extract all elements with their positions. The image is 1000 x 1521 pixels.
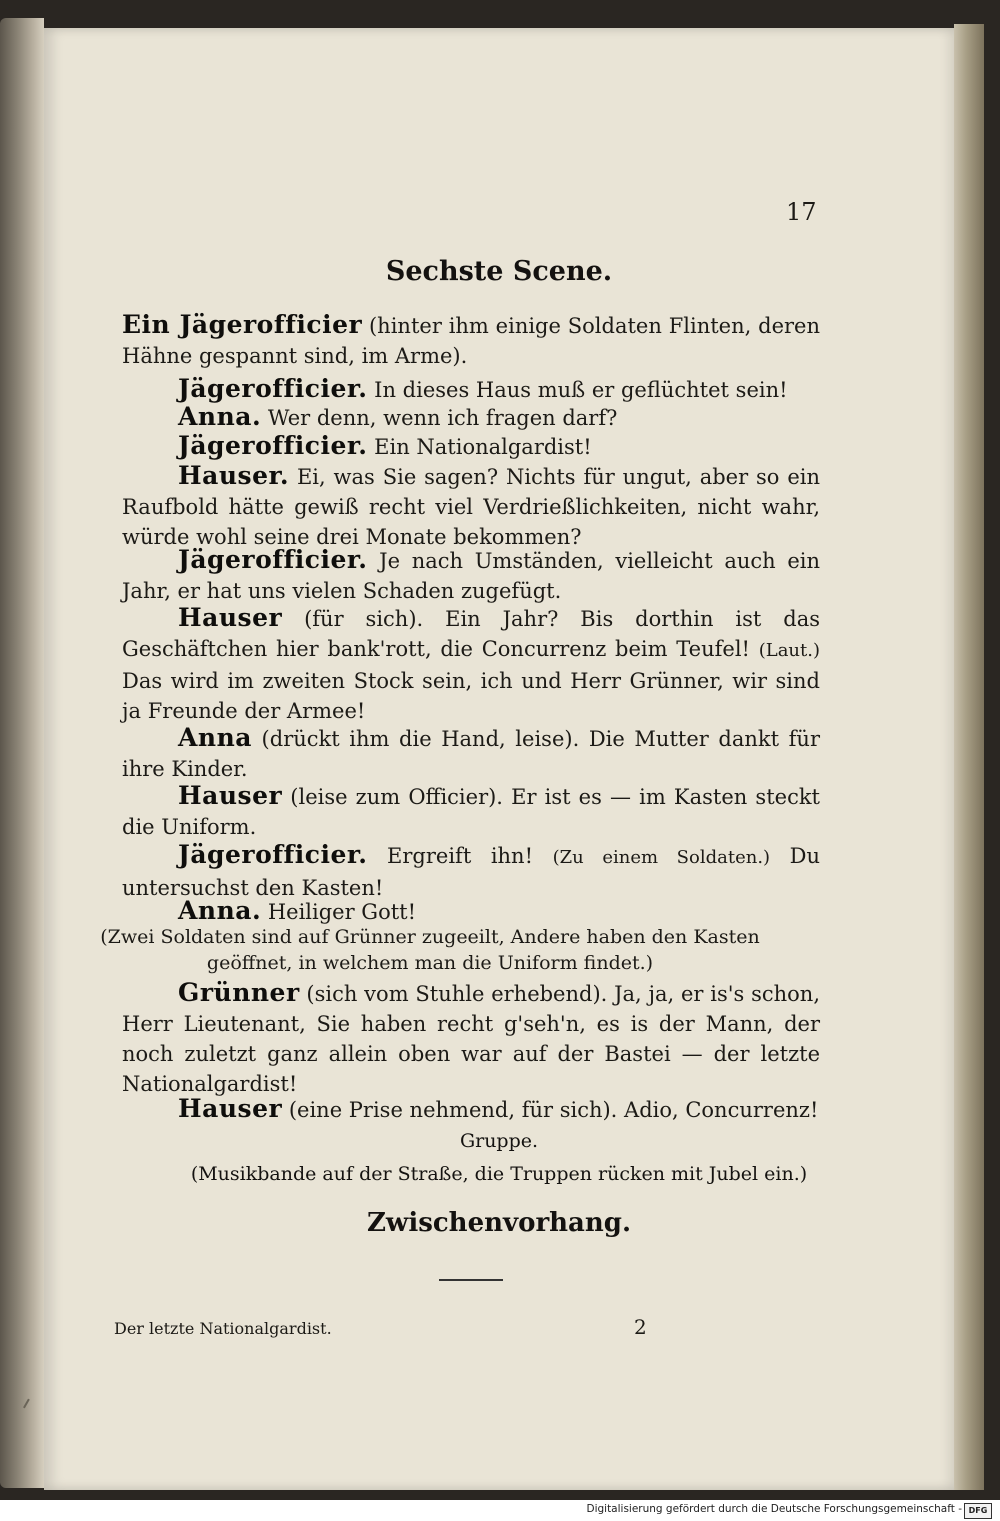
page-number: 17: [786, 198, 817, 226]
cast-text: (hinter ihm einige Soldaten Flinten, deren Hähne gespannt sind, im Arme).: [122, 314, 820, 368]
line-text: (für sich). Ein Jahr? Bis dorthin ist das Geschäftchen hier bank'rott, die Concurrenz beim Teufel!: [122, 607, 820, 661]
line-text: Heiliger Gott!: [261, 900, 417, 924]
dialogue-line: [122, 978, 820, 1099]
stage-direction: (Musikbande auf der Straße, die Truppen rücken mit Jubel ein.): [190, 1163, 808, 1185]
line-text: Du untersuchst den Kasten!: [122, 844, 820, 900]
dialogue-line: [122, 896, 820, 927]
book-right-edge: [954, 24, 984, 1490]
dfg-logo-icon: DFG: [964, 1503, 992, 1519]
line-text: Ergreift ihn!: [367, 844, 553, 868]
book-page: [44, 28, 954, 1490]
dialogue-line: [122, 545, 820, 606]
line-text: Wer denn, wenn ich fragen darf?: [261, 406, 618, 430]
cast-line: [122, 310, 820, 371]
credit-text: Digitalisierung gefördert durch die Deutsche Forschungsgemeinschaft -: [586, 1503, 962, 1515]
dialogue-line: [122, 723, 820, 784]
book-left-edge: [0, 18, 44, 1488]
speaker-name: Hauser: [178, 1094, 283, 1123]
speaker-name: Jägerofficier.: [178, 431, 368, 460]
dialogue-line: [122, 603, 820, 726]
line-text: Das wird im zweiten Stock sein, ich und Herr Grünner, wir sind ja Freunde der Armee!: [122, 669, 820, 723]
speaker-name: Anna.: [178, 896, 262, 925]
speaker-name: Hauser: [178, 603, 283, 632]
footer-title: Der letzte Nationalgardist.: [114, 1319, 332, 1338]
speaker-name: Anna.: [178, 402, 262, 431]
speaker-name: Hauser.: [178, 461, 290, 490]
line-text: (sich vom Stuhle erhebend). Ja, ja, er is's schon, Herr Lieutenant, Sie haben recht g'seh'n, es is der Mann, der noch zuletzt ganz allein oben war auf der Bastei — der letzte Nationalgardist!: [122, 982, 820, 1096]
stage-direction-inline: (Zu einem Soldaten.): [552, 847, 771, 868]
dialogue-line: [122, 431, 820, 462]
stage-direction: (Zwei Soldaten sind auf Grünner zugeeilt, Andere haben den Kasten geöffnet, in welchem man die Uniform findet.): [100, 926, 760, 974]
line-text: Ein Nationalgardist!: [367, 435, 592, 459]
speaker-name: Jägerofficier.: [178, 840, 368, 869]
gruppe-label: Gruppe.: [459, 1130, 539, 1152]
cast-speaker: Ein Jägerofficier: [122, 310, 363, 339]
dialogue-line: [122, 1094, 820, 1125]
line-text: In dieses Haus muß er geflüchtet sein!: [367, 378, 788, 402]
speaker-name: Grünner: [178, 978, 300, 1007]
speaker-name: Hauser: [178, 781, 283, 810]
speaker-name: Anna: [178, 723, 252, 752]
dialogue-line: [122, 374, 820, 405]
line-text: Ei, was Sie sagen? Nichts für ungut, aber so ein Raufbold hätte gewiß recht viel Verdrießlichkeiten, nicht wahr, würde wohl seine drei Monate bekommen?: [122, 465, 820, 549]
line-text: (leise zum Officier). Er ist es — im Kasten steckt die Uniform.: [122, 785, 820, 839]
line-text: (eine Prise nehmend, für sich). Adio, Concurrenz!: [282, 1098, 819, 1122]
line-text: (drückt ihm die Hand, leise). Die Mutter dankt für ihre Kinder.: [122, 727, 820, 781]
scene-title: Sechste Scene.: [385, 256, 613, 287]
dialogue-line: [122, 781, 820, 842]
divider: [439, 1279, 503, 1281]
line-text: Je nach Umständen, vielleicht auch ein Jahr, er hat uns vielen Schaden zugefügt.: [122, 549, 820, 603]
dialogue-line: [122, 402, 820, 433]
stage-direction-inline: (Laut.): [758, 640, 820, 661]
dialogue-line: [122, 840, 820, 903]
dialogue-line: [122, 461, 820, 552]
speaker-name: Jägerofficier.: [178, 374, 368, 403]
signature-mark: 2: [634, 1315, 647, 1339]
zwischenvorhang-heading: Zwischenvorhang.: [366, 1208, 632, 1238]
speaker-name: Jägerofficier.: [178, 545, 368, 574]
